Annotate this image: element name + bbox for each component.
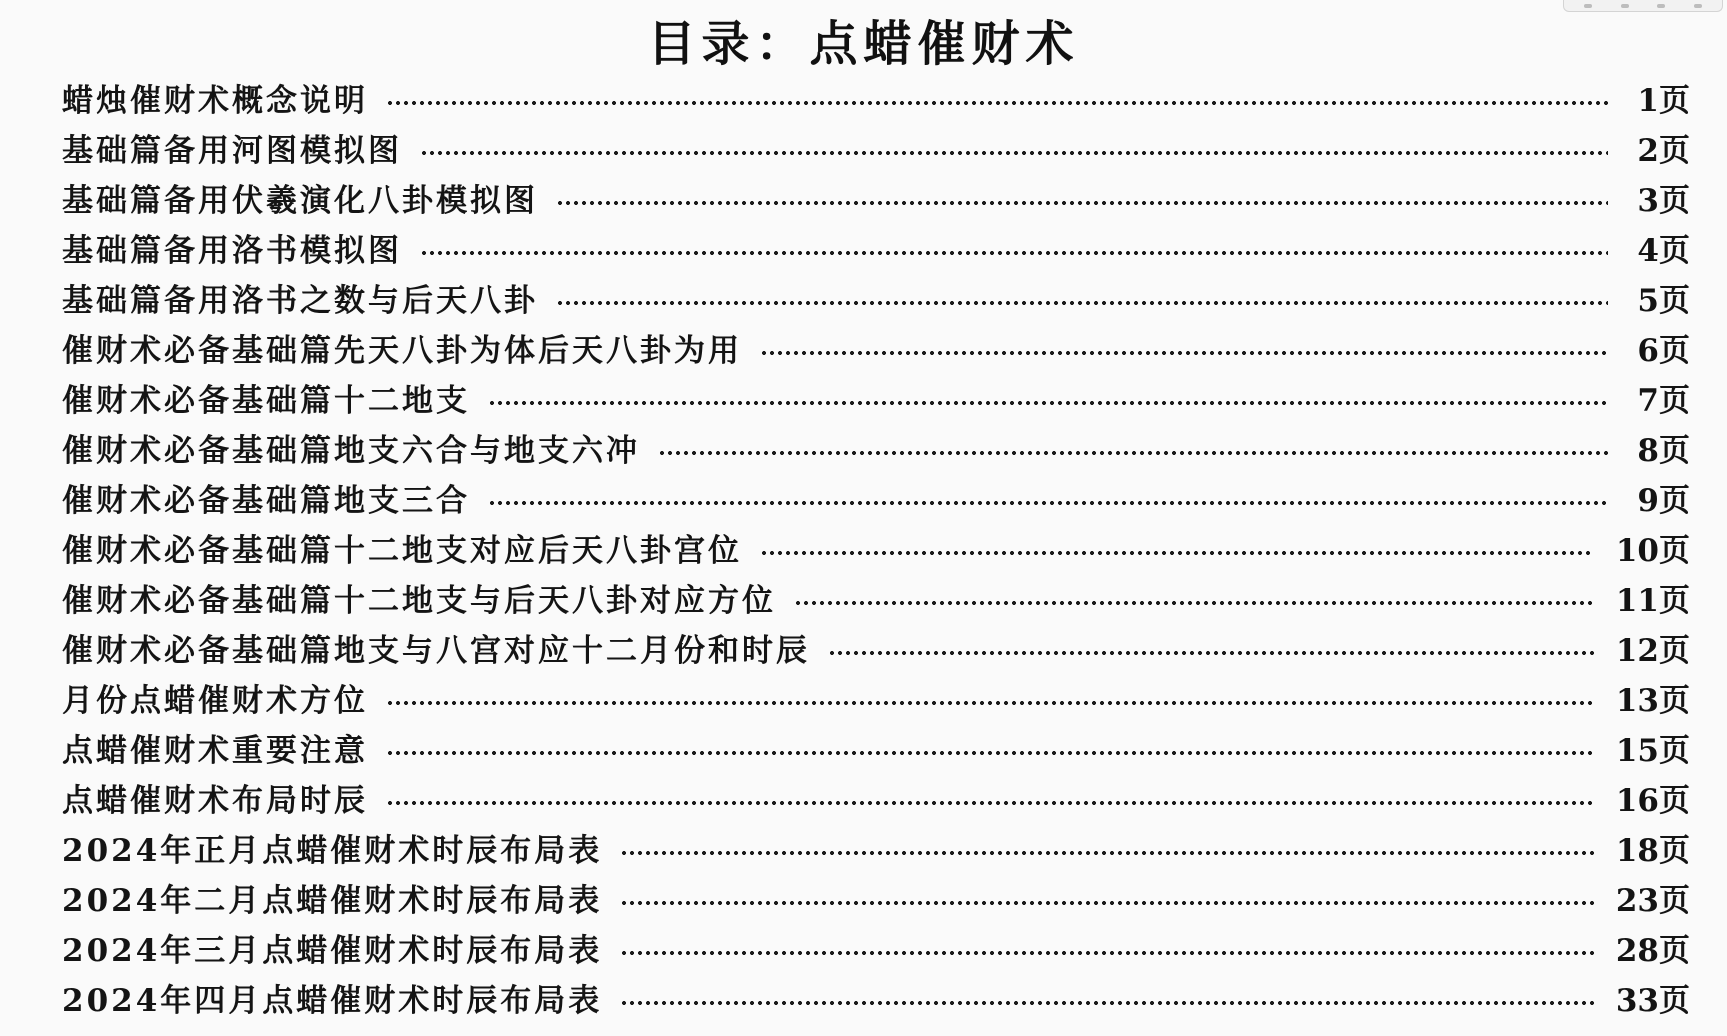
control-dot-icon[interactable] [1657, 4, 1665, 8]
dot-leader [488, 401, 1608, 405]
control-dot-icon[interactable] [1694, 4, 1702, 8]
toc-entry-page: 5页 [1637, 283, 1690, 319]
toc-entry-page: 33页 [1615, 983, 1690, 1019]
toc-entry-label: 基础篇备用伏羲演化八卦模拟图 [62, 183, 538, 219]
dot-leader [620, 901, 1594, 905]
toc-entry-page: 15页 [1615, 733, 1690, 769]
dot-leader [488, 501, 1608, 505]
toc-entry-page: 9页 [1637, 483, 1690, 519]
toc-entry[interactable] [62, 276, 1690, 326]
toc-entry[interactable] [62, 76, 1690, 126]
toc-entry-label: 催财术必备基础篇地支六合与地支六冲 [62, 433, 640, 469]
page-title: 目录：点蜡催财术 [647, 16, 1080, 72]
toc-entry-label: 点蜡催财术布局时辰 [62, 783, 368, 819]
dot-leader [386, 751, 1594, 755]
toc-entry-page: 12页 [1615, 633, 1690, 669]
toc-entry-label: 2024年三月点蜡催财术时辰布局表 [62, 933, 603, 969]
dot-leader [828, 651, 1594, 655]
dot-leader [794, 601, 1594, 605]
toc-entry-label: 2024年四月点蜡催财术时辰布局表 [62, 983, 603, 1019]
dot-leader [620, 851, 1594, 855]
toc-entry[interactable] [62, 976, 1690, 1026]
toc-entry-page: 7页 [1637, 383, 1690, 419]
toc-entry[interactable] [62, 726, 1690, 776]
toc-entry-page: 2页 [1637, 133, 1690, 169]
dot-leader [386, 701, 1594, 705]
dot-leader [420, 151, 1608, 155]
toc-entry-label: 催财术必备基础篇十二地支对应后天八卦宫位 [62, 533, 742, 569]
dot-leader [556, 301, 1608, 305]
dot-leader [386, 101, 1608, 105]
control-dot-icon[interactable] [1621, 4, 1629, 8]
toc-entry[interactable] [62, 426, 1690, 476]
dot-leader [386, 801, 1594, 805]
dot-leader [760, 551, 1594, 555]
toc-entry-page: 6页 [1637, 333, 1690, 369]
toc-entry-label: 点蜡催财术重要注意 [62, 733, 368, 769]
toc-entry-page: 10页 [1615, 533, 1690, 569]
toc-entry-page: 23页 [1615, 883, 1690, 919]
toc-entry[interactable] [62, 126, 1690, 176]
toc-entry-page: 13页 [1615, 683, 1690, 719]
toc-entry-page: 16页 [1615, 783, 1690, 819]
toc-entry-page: 11页 [1615, 583, 1690, 619]
dot-leader [556, 201, 1608, 205]
toc-entry[interactable] [62, 376, 1690, 426]
toc-entry[interactable] [62, 776, 1690, 826]
toc-entry[interactable] [62, 476, 1690, 526]
toc-entry-label: 催财术必备基础篇地支与八宫对应十二月份和时辰 [62, 633, 810, 669]
window-controls[interactable] [1563, 0, 1723, 12]
toc-entry[interactable] [62, 626, 1690, 676]
toc-entry-label: 催财术必备基础篇十二地支与后天八卦对应方位 [62, 583, 776, 619]
dot-leader [420, 251, 1608, 255]
toc-entry-page: 3页 [1637, 183, 1690, 219]
toc-entry-label: 催财术必备基础篇地支三合 [62, 483, 470, 519]
toc-entry-page: 1页 [1637, 83, 1690, 119]
toc-entry-page: 4页 [1637, 233, 1690, 269]
control-dot-icon[interactable] [1584, 4, 1592, 8]
toc-entry[interactable] [62, 676, 1690, 726]
toc-entry[interactable] [62, 526, 1690, 576]
toc-entry-label: 蜡烛催财术概念说明 [62, 83, 368, 119]
toc-entry-page: 18页 [1615, 833, 1690, 869]
toc-entry-label: 2024年二月点蜡催财术时辰布局表 [62, 883, 603, 919]
dot-leader [620, 951, 1594, 955]
toc-entry-label: 2024年正月点蜡催财术时辰布局表 [62, 833, 603, 869]
toc-entry-label: 基础篇备用河图模拟图 [62, 133, 402, 169]
toc-entry-page: 28页 [1615, 933, 1690, 969]
dot-leader [620, 1001, 1594, 1005]
toc-entry-label: 月份点蜡催财术方位 [62, 683, 368, 719]
toc-entry[interactable] [62, 576, 1690, 626]
toc-entry[interactable] [62, 176, 1690, 226]
toc-entry-label: 催财术必备基础篇十二地支 [62, 383, 470, 419]
toc-entry-page: 8页 [1637, 433, 1690, 469]
table-of-contents [62, 76, 1690, 1026]
toc-entry[interactable] [62, 876, 1690, 926]
toc-entry[interactable] [62, 226, 1690, 276]
toc-entry-label: 基础篇备用洛书之数与后天八卦 [62, 283, 538, 319]
toc-entry[interactable] [62, 826, 1690, 876]
toc-entry-label: 催财术必备基础篇先天八卦为体后天八卦为用 [62, 333, 742, 369]
toc-entry[interactable] [62, 326, 1690, 376]
toc-entry[interactable] [62, 926, 1690, 976]
toc-entry-label: 基础篇备用洛书模拟图 [62, 233, 402, 269]
dot-leader [760, 351, 1608, 355]
dot-leader [658, 451, 1608, 455]
